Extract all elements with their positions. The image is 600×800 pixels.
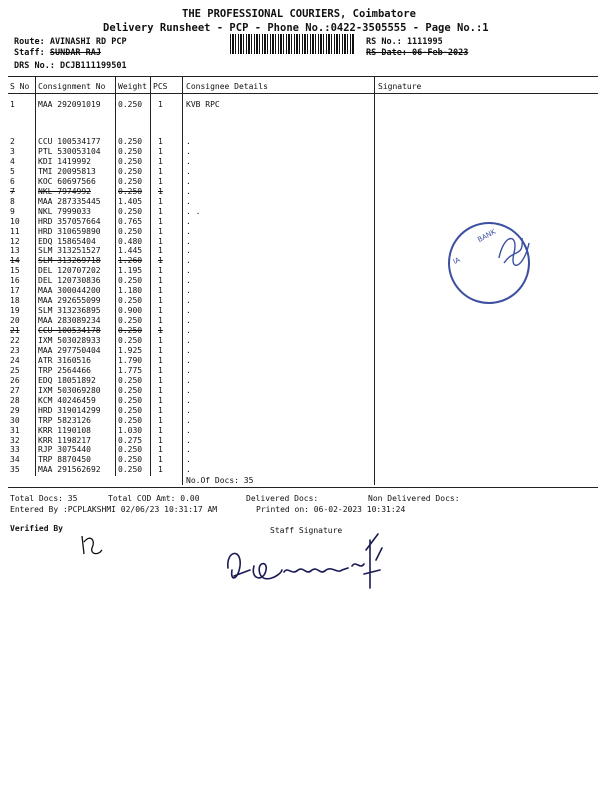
cell-consignment: CCU 100534177 — [38, 137, 101, 146]
cell-weight: 0.250 — [118, 336, 143, 345]
cell-pcs: 1 — [158, 345, 163, 355]
cell-pcs: 1 — [158, 166, 163, 176]
cell-consignment: NKL 7974992 — [38, 186, 91, 196]
cell-sno: 28 — [10, 395, 20, 405]
cell-weight: 0.900 — [118, 306, 143, 316]
cell-consignment: KCM 40246459 — [38, 395, 96, 405]
cell-pcs: 1 — [158, 425, 163, 435]
cell-consignee: . — [186, 395, 191, 405]
cell-pcs: 1 — [158, 100, 163, 109]
staff-name: SUNDAR RAJ — [49, 48, 102, 58]
table-row — [0, 356, 600, 365]
col-header-consignment: Consignment No — [38, 82, 106, 91]
cell-weight: 1.445 — [118, 246, 143, 256]
cell-sno: 8 — [10, 196, 15, 206]
cell-pcs: 1 — [158, 306, 163, 316]
cell-weight: 0.250 — [118, 385, 143, 395]
cell-pcs: 1 — [158, 375, 163, 385]
cell-weight: 0.250 — [118, 176, 143, 186]
cell-consignee: . — [186, 216, 191, 226]
table-row — [0, 187, 600, 196]
table-row — [0, 167, 600, 176]
cell-weight: 0.250 — [118, 395, 143, 405]
cell-weight: 1.925 — [118, 345, 143, 355]
cell-pcs: 1 — [158, 455, 163, 465]
cell-consignee: . — [186, 445, 191, 455]
cell-consignee: . — [186, 306, 191, 316]
cell-consignee: . — [186, 256, 191, 266]
cell-sno: 9 — [10, 206, 15, 216]
cell-consignment: TMI 20095813 — [38, 166, 96, 176]
cell-weight: 0.250 — [118, 445, 143, 455]
cell-sno: 27 — [10, 385, 20, 395]
rs-number: RS No.: 1111995 — [366, 37, 443, 47]
cell-weight: 0.250 — [118, 206, 143, 216]
cell-pcs: 1 — [158, 465, 163, 475]
cell-consignee: . — [186, 326, 191, 336]
cell-pcs: 1 — [158, 316, 163, 326]
stamp-text-bank: BANK — [476, 227, 498, 244]
total-cod-amount: Total COD Amt: 0.00 — [108, 494, 200, 503]
col-header-pcs: PCS — [153, 82, 168, 91]
col-header-weight: Weight — [118, 82, 147, 91]
total-docs: Total Docs: 35 — [10, 494, 78, 503]
cell-consignee: . — [186, 435, 191, 445]
cell-pcs: 1 — [158, 186, 163, 196]
non-delivered-docs: Non Delivered Docs: — [368, 494, 460, 503]
cell-sno: 14 — [10, 256, 20, 266]
cell-weight: 1.180 — [118, 286, 143, 296]
cell-weight: 0.250 — [118, 276, 143, 286]
table-row — [0, 157, 600, 166]
cell-consignee: . — [186, 186, 191, 196]
cell-consignment: HRD 357057664 — [38, 216, 101, 226]
cell-consignee: . — [186, 276, 191, 286]
table-row — [0, 445, 600, 454]
route-label: Route: AVINASHI RD PCP — [14, 37, 127, 47]
cell-pcs: 1 — [158, 326, 163, 336]
table-row — [0, 147, 600, 156]
cell-consignee: . — [186, 156, 191, 166]
table-row — [0, 465, 600, 474]
cell-weight: 0.250 — [118, 137, 143, 146]
cell-consignee: KVB RPC — [186, 100, 220, 109]
cell-sno: 19 — [10, 306, 20, 316]
cell-pcs: 1 — [158, 226, 163, 236]
cell-pcs: 1 — [158, 276, 163, 286]
cell-weight: 0.250 — [118, 166, 143, 176]
cell-sno: 33 — [10, 445, 20, 455]
cell-consignee: . — [186, 296, 191, 306]
cell-weight: 0.250 — [118, 156, 143, 166]
cell-sno: 7 — [10, 186, 15, 196]
col-header-signature: Signature — [378, 82, 422, 91]
cell-sno: 3 — [10, 146, 15, 156]
table-bottom-rule — [8, 487, 598, 488]
cell-pcs: 1 — [158, 286, 163, 296]
cell-pcs: 1 — [158, 296, 163, 306]
cell-weight: 0.250 — [118, 100, 143, 109]
table-row — [0, 207, 600, 216]
cell-sno: 6 — [10, 176, 15, 186]
cell-pcs: 1 — [158, 355, 163, 365]
cell-consignment: MAA 297750404 — [38, 345, 101, 355]
cell-sno: 2 — [10, 137, 15, 146]
cell-sno: 34 — [10, 455, 20, 465]
cell-consignee: . — [186, 196, 191, 206]
barcode — [230, 34, 355, 54]
cell-weight: 0.250 — [118, 146, 143, 156]
cell-sno: 18 — [10, 296, 20, 306]
cell-weight: 0.250 — [118, 415, 143, 425]
cell-sno: 1 — [10, 100, 15, 109]
cell-weight: 0.250 — [118, 465, 143, 475]
cell-weight: 1.405 — [118, 196, 143, 206]
cell-consignment: NKL 7999033 — [38, 206, 91, 216]
cell-consignee: . — [186, 246, 191, 256]
cell-pcs: 1 — [158, 395, 163, 405]
cell-consignment: SLM 313269718 — [38, 256, 101, 266]
cell-consignee: . — [186, 415, 191, 425]
cell-pcs: 1 — [158, 445, 163, 455]
cell-weight: 0.275 — [118, 435, 143, 445]
printed-on: Printed on: 06-02-2023 10:31:24 — [256, 505, 406, 514]
col-header-sno: S No — [10, 82, 30, 91]
cell-sno: 24 — [10, 355, 20, 365]
cell-pcs: 1 — [158, 156, 163, 166]
cell-weight: 0.250 — [118, 326, 143, 336]
cell-pcs: 1 — [158, 435, 163, 445]
cell-pcs: 1 — [158, 146, 163, 156]
cell-consignment: IXM 503028933 — [38, 336, 101, 345]
table-row — [0, 366, 600, 375]
cell-consignment: SLM 313236895 — [38, 306, 101, 316]
cell-weight: 0.480 — [118, 236, 143, 246]
table-row — [0, 217, 600, 226]
cell-weight: 1.775 — [118, 365, 143, 375]
no-of-docs: No.Of Docs: 35 — [186, 476, 254, 485]
cell-consignment: MAA 291562692 — [38, 465, 101, 475]
staff-handwritten-signature — [220, 530, 390, 595]
cell-pcs: 1 — [158, 236, 163, 246]
table-row — [0, 376, 600, 385]
table-row — [0, 197, 600, 206]
cell-pcs: 1 — [158, 385, 163, 395]
cell-consignment: PTL 530053104 — [38, 146, 101, 156]
cell-consignee: . — [186, 137, 191, 146]
cell-sno: 22 — [10, 336, 20, 345]
cell-pcs: 1 — [158, 196, 163, 206]
cell-consignee: . — [186, 226, 191, 236]
table-row — [0, 346, 600, 355]
cell-consignee: . — [186, 316, 191, 326]
staff-label: Staff: — [14, 48, 45, 58]
cell-consignee: . — [186, 425, 191, 435]
table-row — [0, 396, 600, 405]
entered-by: Entered By :PCPLAKSHMI 02/06/23 10:31:17 AM — [10, 505, 218, 514]
cell-sno: 21 — [10, 326, 20, 336]
cell-pcs: 1 — [158, 266, 163, 276]
cell-consignee: . — [186, 355, 191, 365]
cell-sno: 17 — [10, 286, 20, 296]
cell-weight: 1.790 — [118, 355, 143, 365]
cell-weight: 0.250 — [118, 226, 143, 236]
cell-sno: 4 — [10, 156, 15, 166]
cell-sno: 30 — [10, 415, 20, 425]
cell-weight: 0.250 — [118, 316, 143, 326]
table-row — [0, 436, 600, 445]
cell-consignee: . — [186, 455, 191, 465]
cell-consignee: . — [186, 465, 191, 475]
cell-consignment: TRP 2564466 — [38, 365, 91, 375]
cell-weight: 0.250 — [118, 296, 143, 306]
cell-pcs: 1 — [158, 256, 163, 266]
cell-weight: 0.765 — [118, 216, 143, 226]
delivered-docs: Delivered Docs: — [246, 494, 319, 503]
table-row — [0, 316, 600, 325]
cell-consignment: MAA 283089234 — [38, 316, 101, 326]
cell-consignee: . — [186, 236, 191, 246]
cell-consignment: KRR 1198217 — [38, 435, 91, 445]
cell-sno: 10 — [10, 216, 20, 226]
cell-pcs: 1 — [158, 206, 163, 216]
cell-consignee: . — [186, 375, 191, 385]
company-title: THE PROFESSIONAL COURIERS, Coimbatore — [182, 8, 416, 20]
cell-weight: 0.250 — [118, 375, 143, 385]
table-row — [0, 406, 600, 415]
cell-sno: 32 — [10, 435, 20, 445]
table-row — [0, 426, 600, 435]
cell-consignment: MAA 292091019 — [38, 100, 101, 109]
cell-consignee: . — [186, 286, 191, 296]
cell-consignment: MAA 300044200 — [38, 286, 101, 296]
table-top-rule — [8, 76, 598, 77]
cell-weight: 1.195 — [118, 266, 143, 276]
cell-consignment: KOC 60697566 — [38, 176, 96, 186]
verified-by-label: Verified By — [10, 524, 63, 533]
stamp-text-ia: IA — [451, 255, 462, 267]
cell-pcs: 1 — [158, 415, 163, 425]
cell-weight: 1.260 — [118, 256, 143, 266]
cell-consignment: MAA 287335445 — [38, 196, 101, 206]
stamp-signature-scribble — [494, 228, 534, 273]
cell-weight: 0.250 — [118, 186, 143, 196]
cell-weight: 1.030 — [118, 425, 143, 435]
cell-consignee: . — [186, 146, 191, 156]
cell-consignee: . — [186, 405, 191, 415]
cell-sno: 11 — [10, 226, 20, 236]
table-row — [0, 326, 600, 335]
cell-consignee: . — [186, 176, 191, 186]
cell-consignee: . — [186, 266, 191, 276]
cell-sno: 12 — [10, 236, 20, 246]
table-header-rule — [8, 93, 598, 94]
cell-consignee: . — [186, 336, 191, 345]
staff-signature-label: Staff Signature — [270, 526, 343, 535]
cell-sno: 31 — [10, 425, 20, 435]
cell-consignment: MAA 292655099 — [38, 296, 101, 306]
verifier-signature — [76, 530, 108, 560]
cell-sno: 13 — [10, 246, 20, 256]
cell-consignment: EDQ 18051892 — [38, 375, 96, 385]
cell-consignment: KDI 1419992 — [38, 156, 91, 166]
cell-sno: 29 — [10, 405, 20, 415]
cell-weight: 0.250 — [118, 405, 143, 415]
cell-consignment: TRP 5823126 — [38, 415, 91, 425]
cell-sno: 26 — [10, 375, 20, 385]
cell-consignment: EDQ 15865404 — [38, 236, 96, 246]
cell-consignment: IXM 503069280 — [38, 385, 101, 395]
cell-consignment: RJP 3075440 — [38, 445, 91, 455]
cell-sno: 15 — [10, 266, 20, 276]
table-row — [0, 306, 600, 315]
cell-sno: 20 — [10, 316, 20, 326]
table-row — [0, 137, 600, 146]
cell-consignment: ATR 3160516 — [38, 355, 91, 365]
cell-consignment: DEL 120707202 — [38, 266, 101, 276]
cell-consignee: . — [186, 385, 191, 395]
cell-pcs: 1 — [158, 336, 163, 345]
table-row — [0, 336, 600, 345]
cell-consignment: TRP 8870450 — [38, 455, 91, 465]
cell-pcs: 1 — [158, 246, 163, 256]
cell-consignment: SLM 313251527 — [38, 246, 101, 256]
staff-row — [14, 48, 101, 58]
table-row — [0, 455, 600, 464]
cell-consignment: HRD 310659890 — [38, 226, 101, 236]
runsheet-subtitle: Delivery Runsheet - PCP - Phone No.:0422-3505555 - Page No.:1 — [103, 22, 489, 34]
table-row — [0, 416, 600, 425]
cell-sno: 35 — [10, 465, 20, 475]
cell-sno: 16 — [10, 276, 20, 286]
cell-consignee: . — [186, 166, 191, 176]
table-row — [0, 386, 600, 395]
cell-pcs: 1 — [158, 216, 163, 226]
cell-consignment: CCU 100534178 — [38, 326, 101, 336]
cell-pcs: 1 — [158, 137, 163, 146]
cell-sno: 5 — [10, 166, 15, 176]
cell-pcs: 1 — [158, 176, 163, 186]
rs-date: RS Date: 06-Feb-2023 — [366, 48, 469, 58]
cell-consignee: . — [186, 365, 191, 375]
drs-number: DRS No.: DCJB111199501 — [14, 61, 127, 71]
cell-sno: 25 — [10, 365, 20, 375]
cell-consignment: KRR 1190108 — [38, 425, 91, 435]
col-header-consignee: Consignee Details — [186, 82, 268, 91]
cell-consignment: HRD 319014299 — [38, 405, 101, 415]
cell-pcs: 1 — [158, 365, 163, 375]
cell-consignee: . . — [186, 206, 201, 216]
cell-consignment: DEL 120730836 — [38, 276, 101, 286]
cell-consignee: . — [186, 345, 191, 355]
cell-weight: 0.250 — [118, 455, 143, 465]
table-row — [0, 100, 600, 109]
table-row — [0, 177, 600, 186]
cell-pcs: 1 — [158, 405, 163, 415]
cell-sno: 23 — [10, 345, 20, 355]
